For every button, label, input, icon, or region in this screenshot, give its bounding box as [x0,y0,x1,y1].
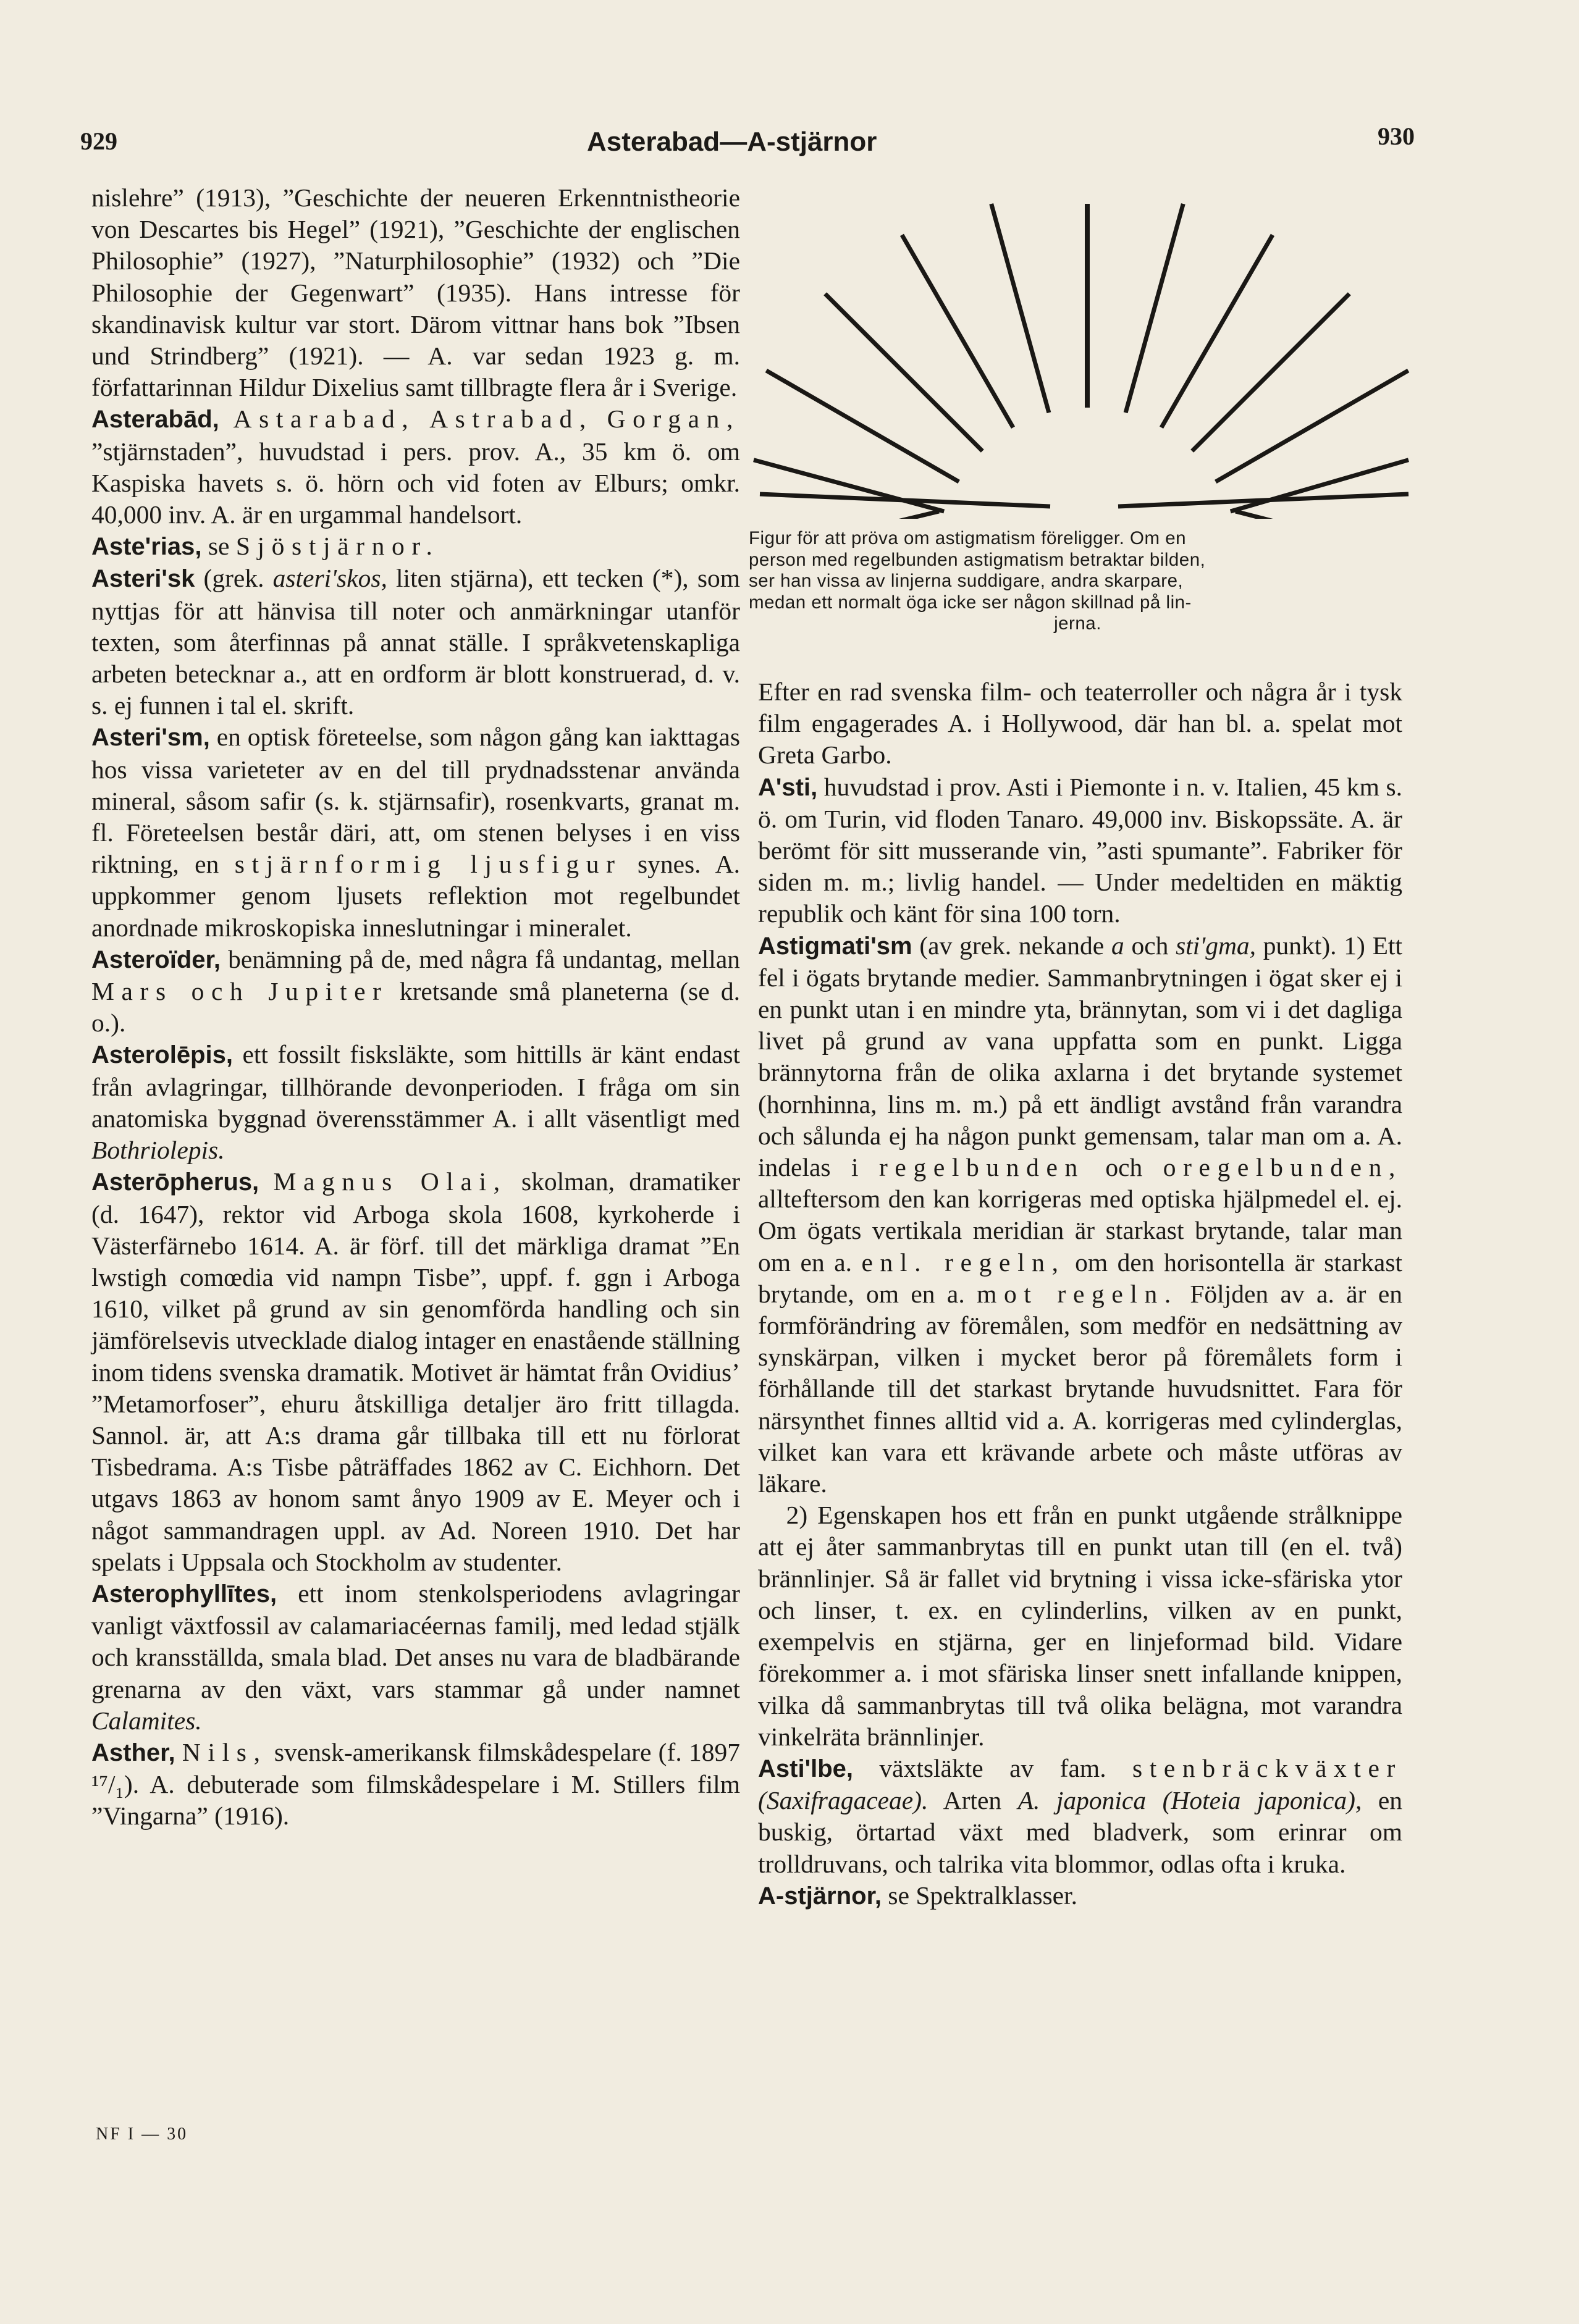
entry-asterophyllites [91,1578,740,1737]
ray-line [1161,235,1273,427]
headword: Astigmati'sm [758,932,912,960]
entry-a-stjarnor [758,1880,1402,1912]
headword: Asterolēpis, [91,1041,233,1069]
ray-line [754,460,944,511]
ray-line [754,511,939,519]
ray-line [1231,460,1408,511]
entry-text: en buskig, örtartad växt med bladverk, som erinrar om trolldruvans, och talrika vita blommor, odlas ofta i kruka. [758,1786,1403,1878]
spaced-term: stjärnformig ljusfigur [234,850,622,879]
entry-asteroider [91,944,740,1039]
entry-text: huvudstad i prov. Asti i Piemonte i n. v. Italien, 45 km s. ö. om Turin, vid floden Tanaro. 49,000 inv. Biskopssäte. A. är berömt för sitt musserande vin, ”asti spumante”. Fabriker för siden m. m.; livlig handel. — Under medeltiden en mäktig republik och känt för sina 100 torn. [758,772,1403,928]
headword: Asterophyllītes, [91,1580,277,1608]
entry-text: allteftersom den kan korrigeras med optiska hjälpmedel el. ej. Om ögats vertikala meridian är starkast brytande, talar man om en a. [758,1185,1402,1277]
page-number-right: 930 [1378,122,1415,150]
headword: Asterabād, [91,406,219,434]
spaced-name: Magnus Olai, [273,1167,507,1196]
ray-line [760,494,1050,506]
headword: Asterōpherus, [91,1168,259,1196]
page-header [80,122,1415,164]
entry-text: ”stjärnstaden”, huvudstad i pers. prov. A., 35 km ö. om Kaspiska havets s. ö. hörn och vid foten av Elburs; omkr. 40,000 inv. A. är en urgammal handelsort. [91,437,740,529]
entry-text: se Spektralklasser. [888,1881,1077,1910]
spaced-term: oregelbunden, [1163,1153,1402,1182]
spaced-name: Astrabad, [429,405,593,434]
entry-paragraph: 2) Egenskapen hos ett från en punkt utgående strålknippe att ej åter sammanbrytas till en punkt utan till (en el. två) brännlinjer. Så är fallet vid brytning i vissa icke-sfäriska ytor och linser, t. ex. en cylinderlins, vilken av en punkt, exempelvis en stjärna, ger en linjeformad bild. Vidare förekommer a. i mot sfäriska linser snett infallande knippen, vilka då sammanbrytas till två olika belägna, mot varandra vinkelräta brännlinjer. [758,1501,1402,1751]
ray-line [1126,204,1183,413]
entry-text: skolman, dramatiker (d. 1647), rektor vid Arboga skola 1608, kyrkoherde i Västerfärnebo 1614. A. är förf. till det märkliga dramat ”En lwstigh comœdia vid nampn Tisbe”, uppf. f. ggn i Arboga 1610, vilket på grund av sin genomförda handling och sin jämförelsevis utvecklade dialog intager en enastående ställning inom tidens svenska dramatik. Motivet är hämtat från Ovidius’ ”Metamorfoser”, ehuru åtskilliga detaljer äro fritt tillagda. Sannol. är, att A:s drama går tillbaka till ett nu förlorat Tisbedrama. A:s Tisbe påträffades 1862 av C. Eichhorn. Det utgavs 1863 av honom samt ånyo 1909 av E. Meyer och i något sammandragen uppl. av Ad. Noreen 1910. Det har spelats i Uppsala och Stockholm av studenter. [91,1167,741,1576]
headword: A-stjärnor, [758,1882,882,1910]
right-column [758,676,1402,1912]
entry-asterias [91,531,740,563]
headword: Asti'lbe, [758,1755,853,1782]
entry-text: (av grek. nekande [919,931,1105,960]
spaced-term: Mars och Jupiter [91,977,389,1006]
taxon-name: Bothriolepis. [91,1136,225,1165]
entry-asterabad [91,403,740,531]
ray-line [766,371,959,482]
entry-text: och [1105,1153,1143,1182]
caption-line: person med regelbunden astigmatism betraktar bilden, [749,549,1206,570]
entry-text: om den horisontella är starkast brytande, om en a. [758,1248,1403,1308]
etymology: sti'gma, [1176,931,1257,960]
ray-line [1118,494,1408,506]
ray-line [1192,294,1350,451]
entry-text: benämning på de, med några få undantag, mellan [228,944,741,973]
spaced-name: Astarabad, [233,405,416,434]
entry-text: synes. A. uppkommer genom ljusets reflektion mot regelbundet anordnade mikroskopiska inneslutningar i mineralet. [91,850,740,942]
caption-line: Figur för att pröva om astigmatism föreligger. Om en [749,528,1187,548]
spaced-name: Gorgan, [607,405,741,434]
ray-line [902,235,1013,427]
entry-text: se [208,532,230,561]
caption-line: jerna. [1054,613,1101,634]
entry-text: växtsläkte av fam. [879,1753,1106,1782]
entry-text: ett fossilt fisksläkte, som hittills är känt endast från avlagringar, tillhörande devonperioden. I fråga om sin anatomiska byggnad överensstämmer A. i allt väsentligt med [91,1040,740,1133]
sunburst-lines-image [741,173,1421,519]
headword: Asther, [91,1739,175,1766]
entry-text: liten stjärna), ett tecken (*), som nyttjas för att hänvisa till noter och anmärkningar utanför texten, som återfinnas på annat ställe. I språkvetenskapliga arbeten betecknar a., att en ordform är blott konstruerad, d. v. s. ej funnen i tal el. skrift. [91,564,740,720]
caption-line: medan ett normalt öga icke ser någon skillnad på lin- [749,592,1192,613]
entry-asterism [91,721,740,943]
signature-mark: NF I — 30 [96,2125,188,2144]
entry-text: kretsande små planeterna (se d. o.). [91,977,740,1038]
caption-line: ser han vissa av linjerna suddigare, andra skarpare, [749,571,1184,591]
entry-astilbe [758,1753,1402,1880]
entry-text: svensk-amerikansk filmskådespelare (f. 1897 ¹⁷/₁). A. debuterade som filmskådespelare i M. Stillers film ”Vingarna” (1916). [91,1737,740,1831]
entry-asteropherus [91,1166,740,1578]
entry-asther [91,1737,740,1832]
entry-asti [758,771,1402,930]
spaced-term: stenbräckväxter [1132,1753,1402,1782]
entry-text: en optisk företeelse, som någon gång kan iakttagas hos vissa varieteter av en del till prydnadsstenar använda mineral, såsom safir (s. k. stjärnsafir), rosenkvarts, granat m. fl. Företeelsen består däri, att, om stenen belyses i en viss riktning, en [91,723,740,879]
entry-text: och [1131,931,1169,960]
page-number-left: 929 [80,127,117,155]
entry-text: (grek. [203,564,264,593]
headword: Asteroïder, [91,946,221,973]
ray-line [992,204,1049,413]
taxon-name: (Saxifragaceae). [758,1786,928,1815]
ray-line [1236,511,1408,519]
ray-line [825,294,983,451]
spaced-name: Nils, [182,1737,267,1766]
entry-text: punkt). 1) Ett fel i ögats brytande medier. Sammanbrytningen i ögat sker ej i en punkt utan i en mindre yta, brännytan, som vi i det dagliga livet på grund av vana uppfatta som en punkt. Ligga brännytorna från de olika axlarna i det brytande systemet (hornhinna, lins m. m.) på ett ändligt avstånd från varandra och sålunda ej ha någon punkt gemensam, talar man om a. A. indelas i [758,931,1402,1182]
entry-asterolepis [91,1039,740,1166]
entry-asterisk [91,563,740,721]
etymology: a [1111,931,1124,960]
headword: Asteri'sk [91,565,195,593]
cross-reference: Sjöstjärnor. [235,532,440,561]
headword: Asteri'sm, [91,724,210,752]
continuation-text: Efter en rad svenska film- och teaterroller och några år i tysk film engagerades A. i Hollywood, där han bl. a. spelat mot Greta Garbo. [758,677,1402,770]
spaced-term: mot regeln. [977,1279,1178,1308]
headword: A'sti, [758,773,818,801]
entry-text: ett inom stenkolsperiodens avlagringar vanligt växtfossil av calamariacéernas familj, med ledad stjälk och kransställda, smala blad. Det anses nu vara de bladbärande grenarna av den växt, vars stammar gå under namnet [91,1579,740,1703]
astigmatism-figure [741,173,1421,667]
continuation-text: nislehre” (1913), ”Geschichte der neueren Erkenntnistheorie von Descartes bis Hegel” (1921), ”Geschichte der englischen Philosophie” (1927), ”Naturphilosophie” (1932) och ”Die Philosophie der Gegenwart” (1935). Hans intresse för skandinavisk kultur var stort. Därom vittnar hans bok ”Ibsen und Strindberg” (1921). — A. var sedan 1923 g. m. författarinnan Hildur Dixelius samt tillbragte flera år i Sverige. [91,183,740,402]
taxon-name: Calamites. [91,1706,202,1735]
figure-caption [749,528,1407,635]
left-column [91,182,740,1832]
entry-text: Arten [943,1786,1002,1815]
taxon-name: A. japonica (Hoteia japonica), [1017,1786,1362,1815]
spaced-term: enl. regeln, [861,1248,1066,1277]
headword: Aste'rias, [91,533,202,561]
etymology: asteri'skos, [272,564,387,593]
running-title: Asterabad—A-stjärnor [587,127,877,157]
ray-line [1216,371,1408,482]
spaced-term: regelbunden [878,1153,1085,1182]
entry-text: Följden av a. är en formförändring av föremålen, som medför en nedsättning av synskärpan, vilken i mycket beror på föremålets form i förhållande till det starkast brytande huvudsnittet. Fara för närsynthet finnes alltid vid a. A. korrigeras med cylinderglas, vilket kan vara ett krävande arbete och måste utföras av läkare. [758,1279,1403,1498]
entry-astigmatism [758,930,1402,1500]
